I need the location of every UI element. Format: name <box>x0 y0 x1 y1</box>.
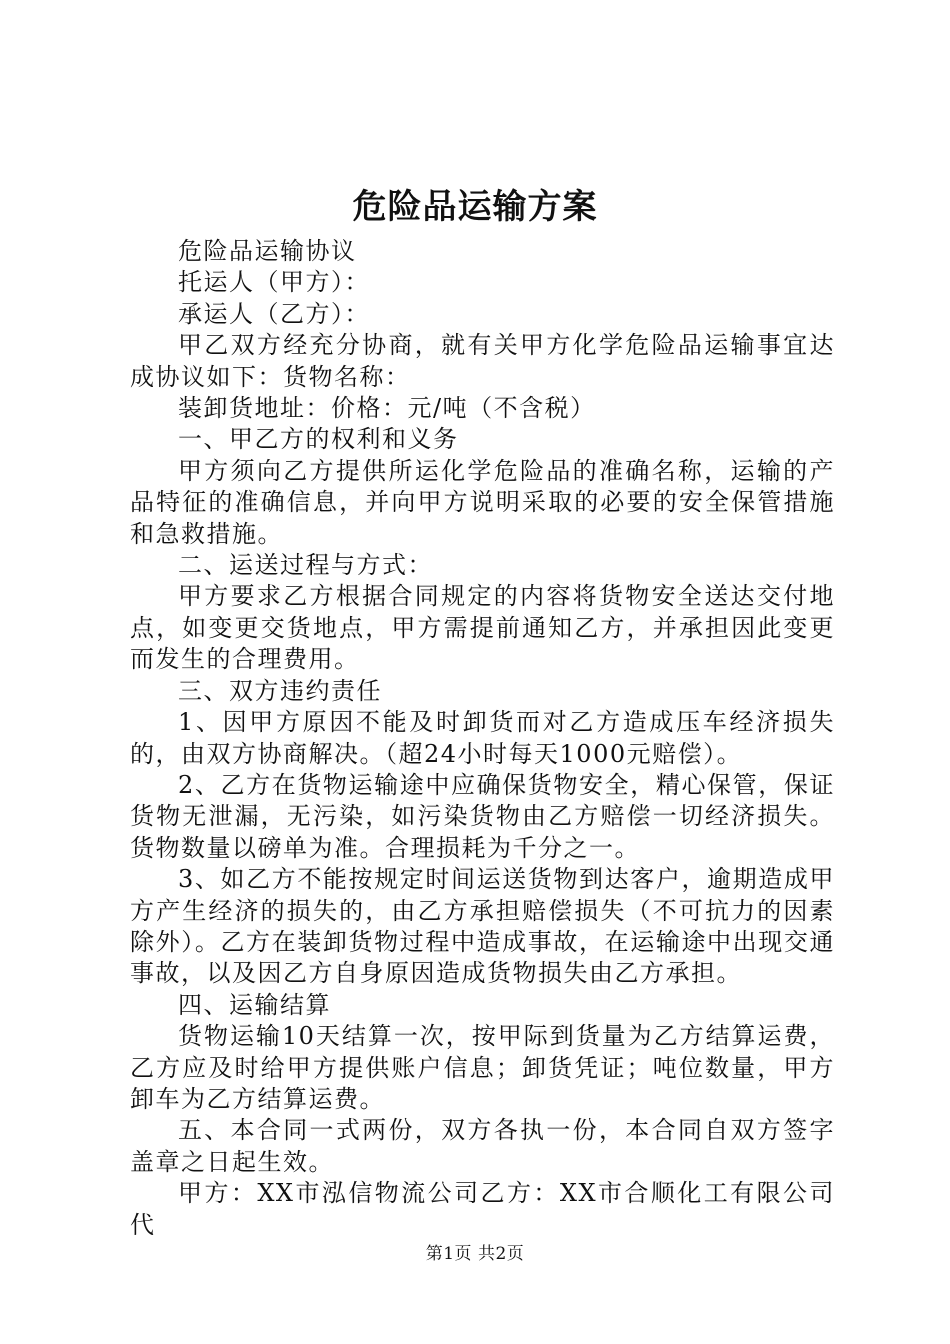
document-title: 危险品运输方案 <box>352 187 598 227</box>
paragraph-liability-2: 2、乙方在货物运输途中应确保货物安全，精心保管，保证货物无泄漏，无污染，如污染货物由乙方赔偿一切经济损失。货物数量以磅单为准。合理损耗为千分之一。 <box>130 770 835 862</box>
document-body <box>130 236 835 1241</box>
paragraph-liability-3: 3、如乙方不能按规定时间运送货物到达客户，逾期造成甲方产生经济的损失的，由乙方承担赔偿损失（不可抗力的因素除外）。乙方在装卸货物过程中造成事故，在运输途中出现交通事故，以及因乙方自身原因造成货物损失由乙方承担。 <box>130 865 835 988</box>
paragraph-agreement-name: 危险品运输协议 <box>178 237 357 265</box>
paragraph-preamble: 甲乙双方经充分协商，就有关甲方化学危险品运输事宜达成协议如下：货物名称： <box>130 331 835 391</box>
paragraph-process-body: 甲方要求乙方根据合同规定的内容将货物安全送达交付地点，如变更交货地点，甲方需提前通知乙方，并承担因此变更而发生的合理费用。 <box>130 582 835 674</box>
section-heading-rights: 一、甲乙方的权利和义务 <box>178 425 459 454</box>
paragraph-address-price: 装卸货地址：价格：元/吨（不含税） <box>178 394 596 423</box>
paragraph-carrier: 承运人（乙方）： <box>178 299 370 328</box>
paragraph-rights-body: 甲方须向乙方提供所运化学危险品的准确名称，运输的产品特征的准确信息，并向甲方说明采取的必要的安全保管措施和急救措施。 <box>130 456 835 548</box>
section-heading-liability: 三、双方违约责任 <box>178 676 382 705</box>
page-number-footer: 第1页 共2页 <box>425 1244 525 1264</box>
paragraph-liability-1: 1、因甲方原因不能及时卸货而对乙方造成压车经济损失的，由双方协商解决。（超24小时每天1000元赔偿）。 <box>130 708 835 768</box>
section-heading-process: 二、运送过程与方式： <box>178 551 433 580</box>
paragraph-parties: 甲方：XX市泓信物流公司乙方：XX市合顺化工有限公司代 <box>130 1179 835 1239</box>
paragraph-settlement-body: 货物运输10天结算一次，按甲际到货量为乙方结算运费，乙方应及时给甲方提供账户信息；卸货凭证；吨位数量，甲方卸车为乙方结算运费。 <box>130 1022 835 1113</box>
paragraph-copies: 五、本合同一式两份，双方各执一份，本合同自双方签字盖章之日起生效。 <box>130 1116 835 1176</box>
section-heading-settlement: 四、运输结算 <box>178 990 331 1019</box>
paragraph-consignor: 托运人（甲方）： <box>178 268 370 297</box>
